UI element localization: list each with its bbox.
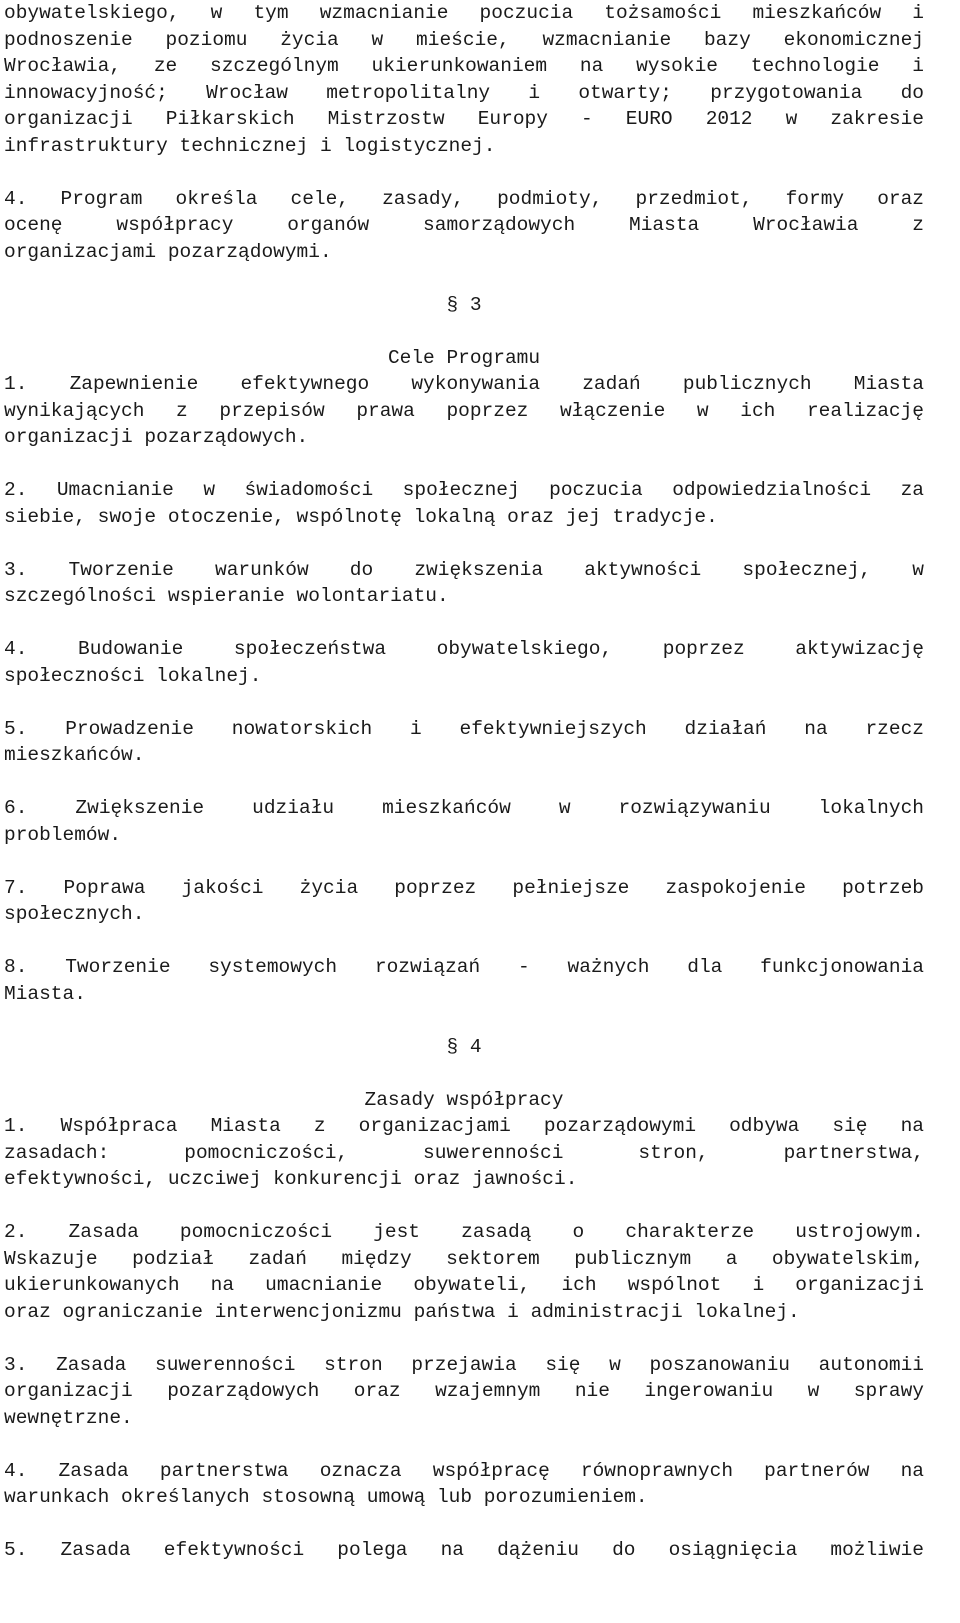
section-4-title: Zasady współpracy [364, 1088, 564, 1111]
text-line: innowacyjność; Wrocław metropolitalny i otwarty; przygotowania do [4, 81, 924, 104]
section-3-item-6 [4, 795, 924, 848]
text-line: szczególności wspieranie wolontariatu. [4, 585, 449, 607]
text-line: obywatelskiego, w tym wzmacnianie poczucia tożsamości mieszkańców i [4, 2, 924, 24]
text-line: organizacji pozarządowych oraz wzajemnym nie ingerowaniu w sprawy [4, 1380, 924, 1402]
text-line: ocenę współpracy organów samorządowych Miasta Wrocławia z [4, 214, 924, 236]
section-3-item-4 [4, 636, 924, 689]
text-line: warunkach określanych stosowną umową lub porozumieniem. [4, 1486, 648, 1508]
text-line: Wskazuje podział zadań między sektorem publicznym a obywatelskim, [4, 1247, 924, 1270]
text-line: ukierunkowanych na umacnianie obywateli, ich wspólnot i organizacji [4, 1274, 924, 1296]
section-3-number: § 3 [446, 293, 482, 316]
text-line: 1. Zapewnienie efektywnego wykonywania zadań publicznych Miasta [4, 373, 924, 395]
text-line: organizacji Piłkarskich Mistrzostw Europy - EURO 2012 w zakresie [4, 108, 924, 130]
text-line: mieszkańców. [4, 744, 145, 766]
text-line: efektywności, uczciwej konkurencji oraz jawności. [4, 1168, 578, 1190]
section-3-item-5 [4, 716, 924, 769]
section-4-number: § 4 [446, 1035, 482, 1058]
section-4-item-3 [4, 1352, 924, 1432]
text-line: 4. Program określa cele, zasady, podmioty, przedmiot, formy oraz [4, 187, 924, 210]
intro-paragraph [4, 0, 924, 159]
text-line: wynikających z przepisów prawa poprzez włączenie w ich realizację [4, 399, 924, 422]
text-line: organizacji pozarządowych. [4, 426, 309, 448]
section-3-title: Cele Programu [387, 346, 541, 369]
text-line: 6. Zwiększenie udziału mieszkańców w rozwiązywaniu lokalnych [4, 797, 924, 819]
section-4-item-5 [4, 1537, 924, 1564]
text-line: 8. Tworzenie systemowych rozwiązań - ważnych dla funkcjonowania [4, 956, 924, 978]
text-line: Miasta. [4, 982, 86, 1005]
text-line: 3. Tworzenie warunków do zwiększenia aktywności społecznej, w [4, 558, 924, 581]
text-line: organizacjami pozarządowymi. [4, 240, 332, 263]
section-4-item-2 [4, 1219, 924, 1325]
text-line: 4. Budowanie społeczeństwa obywatelskiego, poprzez aktywizację [4, 638, 924, 660]
section-4-item-4 [4, 1458, 924, 1511]
text-line: społeczności lokalnej. [4, 664, 262, 687]
text-line: problemów. [4, 823, 122, 846]
point-4-paragraph [4, 186, 924, 266]
text-line: 1. Współpraca Miasta z organizacjami pozarządowymi odbywa się na [4, 1115, 924, 1137]
text-line: siebie, swoje otoczenie, wspólnotę lokalną oraz jej tradycje. [4, 505, 718, 528]
text-line: 7. Poprawa jakości życia poprzez pełniejsze zaspokojenie potrzeb [4, 876, 924, 899]
text-line: Wrocławia, ze szczególnym ukierunkowaniem na wysokie technologie i [4, 55, 924, 77]
document-page [4, 0, 924, 1564]
text-line: 3. Zasada suwerenności stron przejawia się w poszanowaniu autonomii [4, 1353, 924, 1376]
text-line: 5. Zasada efektywności polega na dążeniu do osiągnięcia możliwie [4, 1539, 924, 1561]
section-3-item-2 [4, 477, 924, 530]
text-line: podnoszenie poziomu życia w mieście, wzmacnianie bazy ekonomicznej [4, 28, 924, 51]
section-4-item-1 [4, 1113, 924, 1193]
text-line: wewnętrzne. [4, 1406, 133, 1429]
text-line: zasadach: pomocniczości, suwerenności stron, partnerstwa, [4, 1141, 924, 1164]
text-line: 5. Prowadzenie nowatorskich i efektywniejszych działań na rzecz [4, 717, 924, 740]
text-line: 4. Zasada partnerstwa oznacza współpracę równoprawnych partnerów na [4, 1459, 924, 1482]
text-line: 2. Zasada pomocniczości jest zasadą o charakterze ustrojowym. [4, 1221, 924, 1243]
section-3-item-7 [4, 875, 924, 928]
text-line: infrastruktury technicznej i logistycznej. [4, 134, 496, 157]
text-line: 2. Umacnianie w świadomości społecznej poczucia odpowiedzialności za [4, 479, 924, 501]
text-line: oraz ograniczanie interwencjonizmu państwa i administracji lokalnej. [4, 1300, 800, 1323]
section-3-item-3 [4, 557, 924, 610]
text-line: społecznych. [4, 903, 145, 925]
section-3-item-1 [4, 371, 924, 451]
section-3-item-8 [4, 954, 924, 1007]
